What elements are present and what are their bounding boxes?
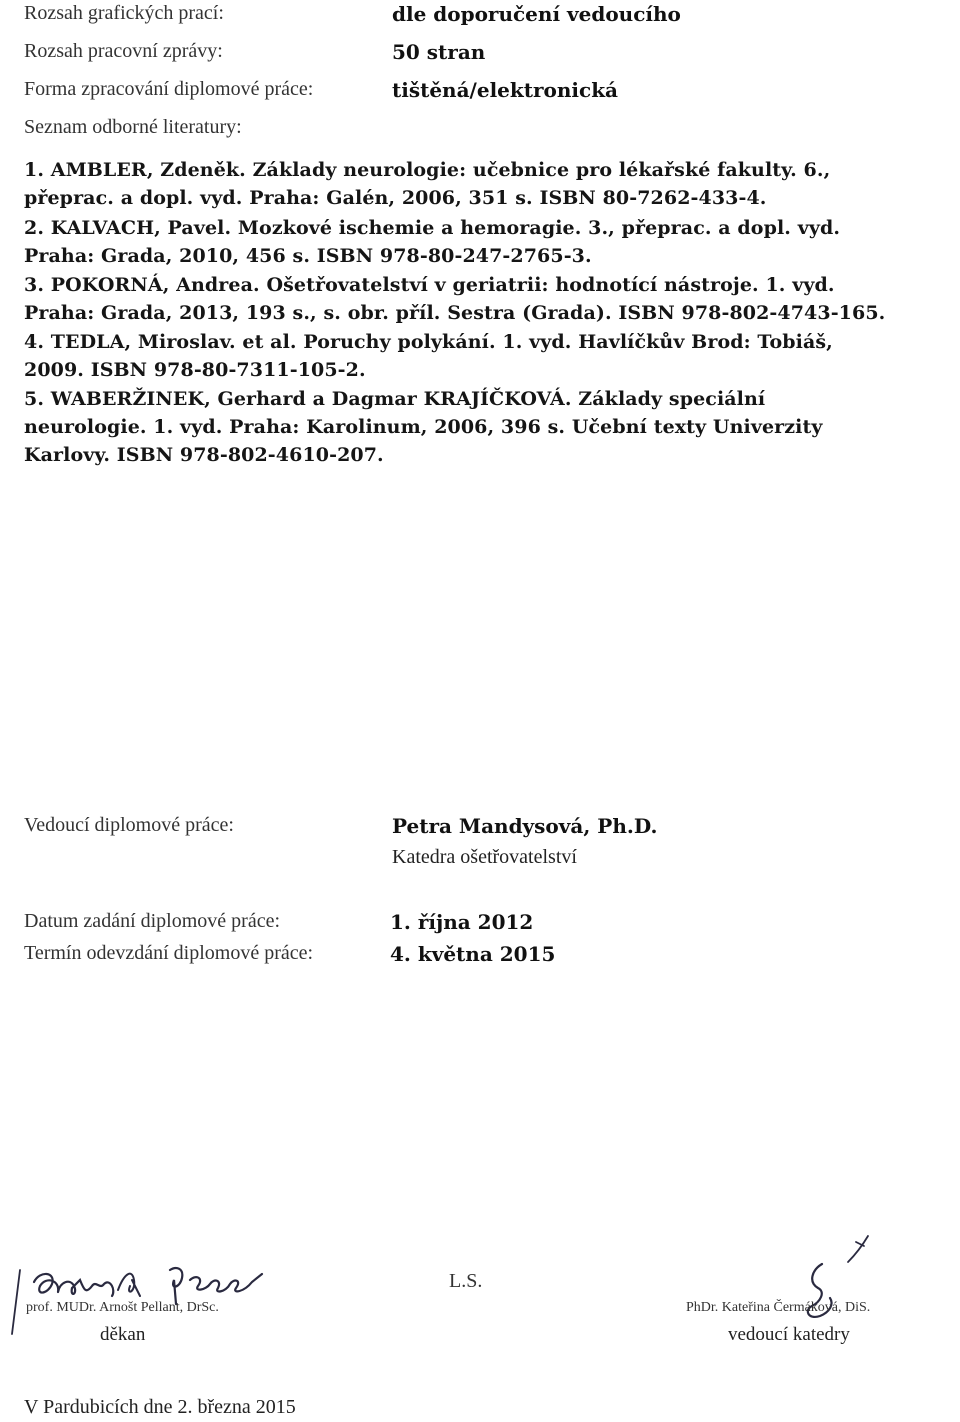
field-label-graphics: Rozsah grafických prací: bbox=[24, 2, 224, 24]
reference-line: neurologie. 1. vyd. Praha: Karolinum, 2006, 396 s. Učební texty Univerzity bbox=[24, 416, 823, 438]
submission-date-label: Termín odevzdání diplomové práce: bbox=[24, 942, 314, 964]
submission-date-value: 4. května 2015 bbox=[390, 942, 556, 966]
dean-role: děkan bbox=[100, 1324, 146, 1345]
assignment-date-value: 1. října 2012 bbox=[390, 910, 534, 934]
seal-mark: L.S. bbox=[449, 1270, 483, 1292]
place-date: V Pardubicích dne 2. března 2015 bbox=[24, 1396, 296, 1418]
reference-line: 3. POKORNÁ, Andrea. Ošetřovatelství v geriatrii: hodnotící nástroje. 1. vyd. bbox=[24, 274, 835, 296]
head-name: PhDr. Kateřina Čermáková, DiS. bbox=[686, 1300, 871, 1315]
dean-name: prof. MUDr. Arnošt Pellant, DrSc. bbox=[26, 1300, 219, 1315]
reference-line: Karlovy. ISBN 978-802-4610-207. bbox=[24, 444, 384, 466]
field-value-report: 50 stran bbox=[392, 40, 486, 64]
supervisor-label: Vedoucí diplomové práce: bbox=[24, 814, 234, 836]
reference-line: 2. KALVACH, Pavel. Mozkové ischemie a hemoragie. 3., přeprac. a dopl. vyd. bbox=[24, 217, 841, 239]
assignment-date-label: Datum zadání diplomové práce: bbox=[24, 910, 281, 932]
reference-line: 1. AMBLER, Zdeněk. Základy neurologie: učebnice pro lékařské fakulty. 6., bbox=[24, 159, 831, 181]
reference-line: Praha: Grada, 2013, 193 s., s. obr. příl. Sestra (Grada). ISBN 978-802-4743-165. bbox=[24, 302, 886, 324]
reference-line: přeprac. a dopl. vyd. Praha: Galén, 2006, 351 s. ISBN 80-7262-433-4. bbox=[24, 187, 767, 209]
field-label-report: Rozsah pracovní zprávy: bbox=[24, 40, 223, 62]
reference-line: Praha: Grada, 2010, 456 s. ISBN 978-80-247-2765-3. bbox=[24, 245, 592, 267]
reference-line: 4. TEDLA, Miroslav. et al. Poruchy polykání. 1. vyd. Havlíčkův Brod: Tobiáš, bbox=[24, 331, 833, 353]
supervisor-department: Katedra ošetřovatelství bbox=[392, 846, 577, 868]
reference-line: 5. WABERŽINEK, Gerhard a Dagmar KRAJÍČKOVÁ. Základy speciální bbox=[24, 388, 766, 410]
head-signature bbox=[790, 1232, 900, 1332]
field-value-form: tištěná/elektronická bbox=[392, 78, 619, 102]
field-value-graphics: dle doporučení vedoucího bbox=[392, 2, 681, 26]
supervisor-name: Petra Mandysová, Ph.D. bbox=[392, 814, 658, 838]
reference-line: 2009. ISBN 978-80-7311-105-2. bbox=[24, 359, 366, 381]
field-label-literature: Seznam odborné literatury: bbox=[24, 116, 242, 138]
head-role: vedoucí katedry bbox=[728, 1324, 850, 1345]
field-label-form: Forma zpracování diplomové práce: bbox=[24, 78, 314, 100]
